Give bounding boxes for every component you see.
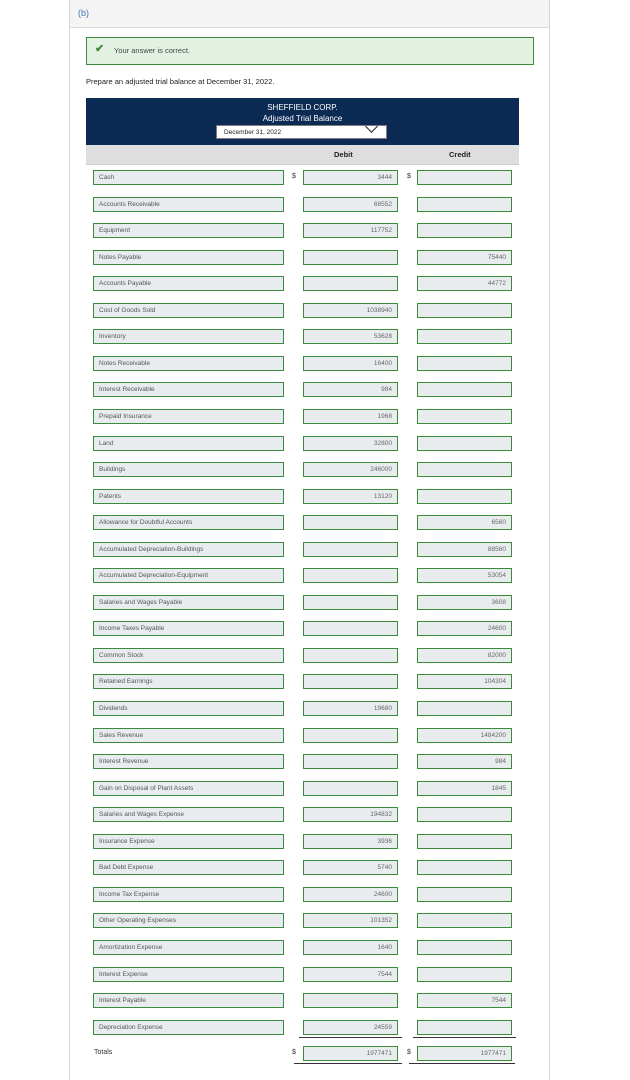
- account-name-field[interactable]: Insurance Expense: [93, 834, 284, 849]
- debit-amount-field[interactable]: 3936: [303, 834, 398, 849]
- debit-amount-field[interactable]: 1968: [303, 409, 398, 424]
- credit-amount-field[interactable]: 984: [417, 754, 512, 769]
- credit-amount-field[interactable]: [417, 913, 512, 928]
- debit-amount-field[interactable]: 68552: [303, 197, 398, 212]
- credit-amount-field[interactable]: 88560: [417, 542, 512, 557]
- credit-amount-field[interactable]: [417, 462, 512, 477]
- credit-amount-field[interactable]: [417, 834, 512, 849]
- credit-dollar-sign: $: [407, 173, 411, 180]
- account-name-field[interactable]: Interest Receivable: [93, 382, 284, 397]
- account-name-field[interactable]: Land: [93, 436, 284, 451]
- credit-amount-field[interactable]: [417, 382, 512, 397]
- account-name-field[interactable]: Patents: [93, 489, 284, 504]
- debit-amount-field[interactable]: [303, 595, 398, 610]
- debit-double-underline: [294, 1063, 402, 1064]
- account-name-field[interactable]: Equipment: [93, 223, 284, 238]
- totals-debit-dollar-sign: $: [292, 1049, 296, 1056]
- debit-amount-field[interactable]: [303, 542, 398, 557]
- totals-label: Totals: [94, 1049, 113, 1056]
- debit-amount-field[interactable]: 24559: [303, 1020, 398, 1035]
- account-name-field[interactable]: Income Taxes Payable: [93, 621, 284, 636]
- credit-subtotal-underline: [413, 1037, 516, 1038]
- debit-amount-field[interactable]: 7544: [303, 967, 398, 982]
- statement-title: Adjusted Trial Balance: [262, 114, 343, 123]
- account-name-field[interactable]: Notes Payable: [93, 250, 284, 265]
- account-name-field[interactable]: Other Operating Expenses: [93, 913, 284, 928]
- credit-amount-field[interactable]: 3608: [417, 595, 512, 610]
- debit-amount-field[interactable]: [303, 674, 398, 689]
- account-name-field[interactable]: Interest Revenue: [93, 754, 284, 769]
- account-name-field[interactable]: Bad Debt Expense: [93, 860, 284, 875]
- account-name-field[interactable]: Retained Earnings: [93, 674, 284, 689]
- account-name-field[interactable]: Notes Receivable: [93, 356, 284, 371]
- credit-amount-field[interactable]: [417, 197, 512, 212]
- credit-amount-field[interactable]: [417, 887, 512, 902]
- debit-amount-field[interactable]: [303, 515, 398, 530]
- debit-amount-field[interactable]: 246000: [303, 462, 398, 477]
- feedback-message: Your answer is correct.: [114, 46, 191, 55]
- account-name-field[interactable]: Salaries and Wages Expense: [93, 807, 284, 822]
- debit-amount-field[interactable]: [303, 648, 398, 663]
- debit-amount-field[interactable]: [303, 621, 398, 636]
- debit-amount-field[interactable]: [303, 276, 398, 291]
- credit-amount-field[interactable]: 75440: [417, 250, 512, 265]
- debit-amount-field[interactable]: 32800: [303, 436, 398, 451]
- date-dropdown-value: December 31, 2022: [224, 129, 282, 136]
- credit-amount-field[interactable]: 53054: [417, 568, 512, 583]
- debit-amount-field[interactable]: [303, 250, 398, 265]
- debit-amount-field[interactable]: [303, 781, 398, 796]
- credit-amount-field[interactable]: [417, 223, 512, 238]
- account-name-field[interactable]: Accounts Receivable: [93, 197, 284, 212]
- account-name-field[interactable]: Salaries and Wages Payable: [93, 595, 284, 610]
- credit-double-underline: [409, 1063, 515, 1064]
- account-name-field[interactable]: Depreciation Expense: [93, 1020, 284, 1035]
- credit-amount-field[interactable]: [417, 967, 512, 982]
- account-name-field[interactable]: Inventory: [93, 329, 284, 344]
- debit-amount-field[interactable]: 24600: [303, 887, 398, 902]
- credit-amount-field[interactable]: [417, 940, 512, 955]
- debit-amount-field[interactable]: [303, 568, 398, 583]
- account-name-field[interactable]: Interest Expense: [93, 967, 284, 982]
- account-name-field[interactable]: Income Tax Expense: [93, 887, 284, 902]
- debit-amount-field[interactable]: 3444: [303, 170, 398, 185]
- checkmark-icon: ✔: [95, 43, 105, 55]
- credit-amount-field[interactable]: [417, 807, 512, 822]
- account-name-field[interactable]: Prepaid Insurance: [93, 409, 284, 424]
- account-name-field[interactable]: Accumulated Depreciation-Buildings: [93, 542, 284, 557]
- credit-amount-field[interactable]: [417, 329, 512, 344]
- credit-amount-field[interactable]: [417, 436, 512, 451]
- account-name-field[interactable]: Allowance for Doubtful Accounts: [93, 515, 284, 530]
- debit-amount-field[interactable]: [303, 754, 398, 769]
- debit-amount-field[interactable]: 984: [303, 382, 398, 397]
- correct-feedback-banner: [86, 37, 534, 65]
- credit-amount-field[interactable]: [417, 489, 512, 504]
- account-name-field[interactable]: Gain on Disposal of Plant Assets: [93, 781, 284, 796]
- account-name-field[interactable]: Cost of Goods Sold: [93, 303, 284, 318]
- credit-amount-field[interactable]: 24600: [417, 621, 512, 636]
- part-header: [70, 0, 549, 28]
- credit-amount-field[interactable]: [417, 356, 512, 371]
- account-name-field[interactable]: Cash: [93, 170, 284, 185]
- debit-amount-field[interactable]: 19680: [303, 701, 398, 716]
- debit-dollar-sign: $: [292, 173, 296, 180]
- credit-amount-field[interactable]: 44772: [417, 276, 512, 291]
- totals-debit-field[interactable]: 1977471: [303, 1046, 398, 1061]
- debit-amount-field[interactable]: 16400: [303, 356, 398, 371]
- part-label: (b): [78, 8, 89, 18]
- debit-subtotal-underline: [299, 1037, 402, 1038]
- credit-amount-field[interactable]: [417, 701, 512, 716]
- credit-amount-field[interactable]: [417, 1020, 512, 1035]
- credit-column-header: Credit: [449, 150, 471, 159]
- credit-amount-field[interactable]: 1845: [417, 781, 512, 796]
- credit-amount-field[interactable]: [417, 860, 512, 875]
- account-name-field[interactable]: Amortization Expense: [93, 940, 284, 955]
- account-name-field[interactable]: Common Stock: [93, 648, 284, 663]
- credit-amount-field[interactable]: 6560: [417, 515, 512, 530]
- totals-credit-dollar-sign: $: [407, 1049, 411, 1056]
- debit-amount-field[interactable]: [303, 728, 398, 743]
- debit-amount-field[interactable]: 13120: [303, 489, 398, 504]
- credit-amount-field[interactable]: 82000: [417, 648, 512, 663]
- credit-amount-field[interactable]: [417, 170, 512, 185]
- credit-amount-field[interactable]: 104304: [417, 674, 512, 689]
- debit-amount-field[interactable]: [303, 993, 398, 1008]
- account-name-field[interactable]: Accounts Payable: [93, 276, 284, 291]
- debit-amount-field[interactable]: 117752: [303, 223, 398, 238]
- credit-amount-field[interactable]: [417, 303, 512, 318]
- date-dropdown[interactable]: [216, 125, 387, 139]
- account-name-field[interactable]: Sales Revenue: [93, 728, 284, 743]
- debit-amount-field[interactable]: 5740: [303, 860, 398, 875]
- statement-header: [86, 98, 519, 145]
- totals-credit-field[interactable]: 1977471: [417, 1046, 512, 1061]
- debit-amount-field[interactable]: 1640: [303, 940, 398, 955]
- account-name-field[interactable]: Dividends: [93, 701, 284, 716]
- account-name-field[interactable]: Interest Payable: [93, 993, 284, 1008]
- debit-column-header: Debit: [334, 150, 353, 159]
- debit-amount-field[interactable]: 53628: [303, 329, 398, 344]
- credit-amount-field[interactable]: 1484200: [417, 728, 512, 743]
- question-panel: [69, 0, 550, 1080]
- account-name-field[interactable]: Buildings: [93, 462, 284, 477]
- debit-amount-field[interactable]: 101352: [303, 913, 398, 928]
- debit-amount-field[interactable]: 1038940: [303, 303, 398, 318]
- instruction-text: Prepare an adjusted trial balance at December 31, 2022.: [86, 77, 275, 86]
- credit-amount-field[interactable]: 7544: [417, 993, 512, 1008]
- debit-amount-field[interactable]: 194832: [303, 807, 398, 822]
- account-name-field[interactable]: Accumulated Depreciation-Equipment: [93, 568, 284, 583]
- column-header-row: [86, 145, 519, 165]
- credit-amount-field[interactable]: [417, 409, 512, 424]
- company-name: SHEFFIELD CORP.: [267, 103, 338, 112]
